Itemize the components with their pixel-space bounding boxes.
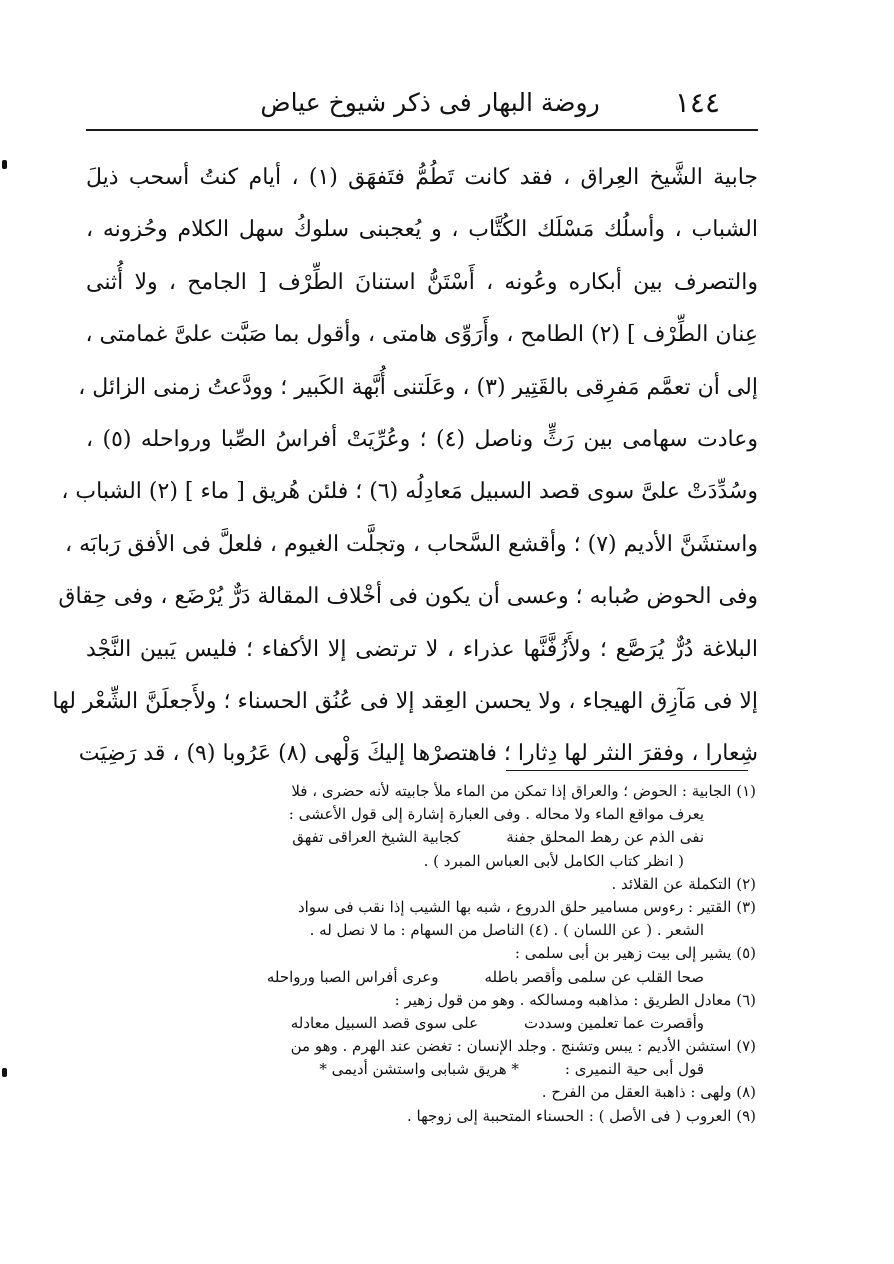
verse-first-hemistich: قول أبى حية النميرى :	[564, 1060, 704, 1079]
footnote: (١) الجابية : الحوض ؛ والعراق إذا تمكن من الماء ملأ جابيته لأنه حضرى ، فلا	[291, 782, 756, 800]
verse-second-hemistich: * هريق شبابى واستشن أديمى *	[319, 1060, 519, 1079]
footnotes	[90, 780, 756, 1128]
margin-mark	[2, 1068, 7, 1077]
header-rule	[86, 129, 758, 131]
footnote: (٩) العروب ( فى الأصل ) : الحسناء المتحببة إلى زوجها .	[406, 1106, 756, 1125]
verse-second-hemistich: وعرى أفراس الصبا ورواحله	[266, 967, 439, 986]
verse-first-hemistich: نفى الذم عن رهط المحلق جفنة	[506, 828, 704, 847]
footnote: (٣) القتير : رءوس مسامير حلق الدروع ، شبه بها الشيب إذا نقب فى سواد	[297, 897, 756, 916]
footnote-verse	[90, 966, 756, 989]
text-line: واستشَنَّ الأديم (٧) ؛ وأقشع السَّحاب ، وتجلَّت الغيوم ، فلعلَّ فى الأفق رَبابَه ،	[65, 531, 758, 557]
text-line: إلى أن تعمَّم مَفرِقى بالقَتِير (٣) ، وعَلَتنى أُبَّهة الكَبير ؛ وودَّعتُ زمنى الزائل ،	[78, 374, 758, 400]
text-line: شِعارا ، وفقرَ النثر لها دِثارا ؛ فاهتصرْها إليكَ وَلْهى (٨) عَرُوبا (٩) ، قد رَضِيَت	[78, 741, 758, 767]
footnote: (٨) ولهى : ذاهبة العقل من الفرح .	[541, 1083, 756, 1102]
text-line: جابية الشَّيخ العِراق ، فقد كانت تَطُمُّ فتَفهَق (١) ، أيام كنتُ أسحب ذيلَ	[86, 165, 758, 190]
footnote: (٧) استشن الأديم : يبس وتشنج . وجلد الإنسان : تغضن عند الهرم . وهو من	[290, 1037, 756, 1056]
footnote-verse	[90, 826, 756, 849]
text-line: إلا فى مَآزِق الهيجاء ، ولا يحسن العِقد إلا فى عُنُق الحسناء ؛ ولأَجعلَنَّ الشِّعْر لها	[52, 688, 758, 714]
footnote-continuation: ( انظر كتاب الكامل لأبى العباس المبرد ) .	[423, 851, 684, 870]
main-text	[52, 152, 758, 781]
page-number: ١٤٤	[674, 86, 720, 119]
text-line: وعادت سهامى بين رَثٍّ وناصل (٤) ؛ وعُرِّيَتْ أفراسُ الصِّبا ورواحله (٥) ،	[86, 426, 758, 452]
footnote-continuation: الشعر . ( عن اللسان ) . (٤) الناصل من السهام : ما لا نصل له .	[309, 921, 704, 940]
footnote: (٦) معادل الطريق : مذاهبه ومسالكه . وهو من قول زهير :	[394, 990, 756, 1009]
text-line: وفى الحوض صُبابه ؛ وعسى أن يكون فى أخْلاف المقالة دَرٌّ يُرْضَع ، وفى حِقاق	[58, 584, 758, 610]
footnote-rule	[506, 770, 748, 771]
footnote-verse	[90, 1058, 756, 1081]
running-title: روضة البهار فى ذكر شيوخ عياض	[260, 88, 600, 117]
text-line: والتصرف بين أبكاره وعُونه ، أَسْتَنُّ استنانَ الطِّرْف [ الجامح ، ولا أُثنى	[86, 269, 758, 295]
verse-second-hemistich: كجابية الشيخ العراقى تفهق	[292, 828, 461, 847]
text-line: عِنان الطِّرْف ] (٢) الطامح ، وأَرَوِّى هامتى ، وأقول بما صَبَّت علىَّ غمامتى ،	[85, 322, 758, 348]
margin-mark	[2, 160, 7, 169]
footnote-continuation: يعرف مواقع الماء ولا محاله . وفى العبارة إشارة إلى قول الأعشى :	[288, 805, 704, 824]
verse-first-hemistich: وأقصرت عما تعلمين وسددت	[524, 1013, 704, 1032]
footnote: (٢) التكملة عن القلائد .	[611, 874, 756, 893]
verse-first-hemistich: صحا القلب عن سلمى وأقصر باطله	[484, 967, 704, 986]
text-line: البلاغة دُرٌّ يُرَصَّع ؛ ولأَزُفَّنَّها عذراء ، لا ترتضى إلا الأكفاء ؛ فليس يَبين النَّجْد	[86, 636, 758, 662]
text-line: الشباب ، وأسلُك مَسْلَك الكُتَّاب ، و يُعجبنى سلوكُ سهل الكلام وحُزونه ،	[86, 217, 758, 243]
footnote-verse	[90, 1012, 756, 1035]
verse-second-hemistich: على سوى قصد السبيل معادله	[290, 1013, 479, 1032]
text-line: وسُدِّدَتْ علىَّ سوى قصد السبيل مَعادِلُه (٦) ؛ فلئن هُريق [ ماء ] (٢) الشباب ،	[61, 479, 758, 505]
footnote: (٥) يشير إلى بيت زهير بن أبى سلمى :	[514, 944, 756, 963]
